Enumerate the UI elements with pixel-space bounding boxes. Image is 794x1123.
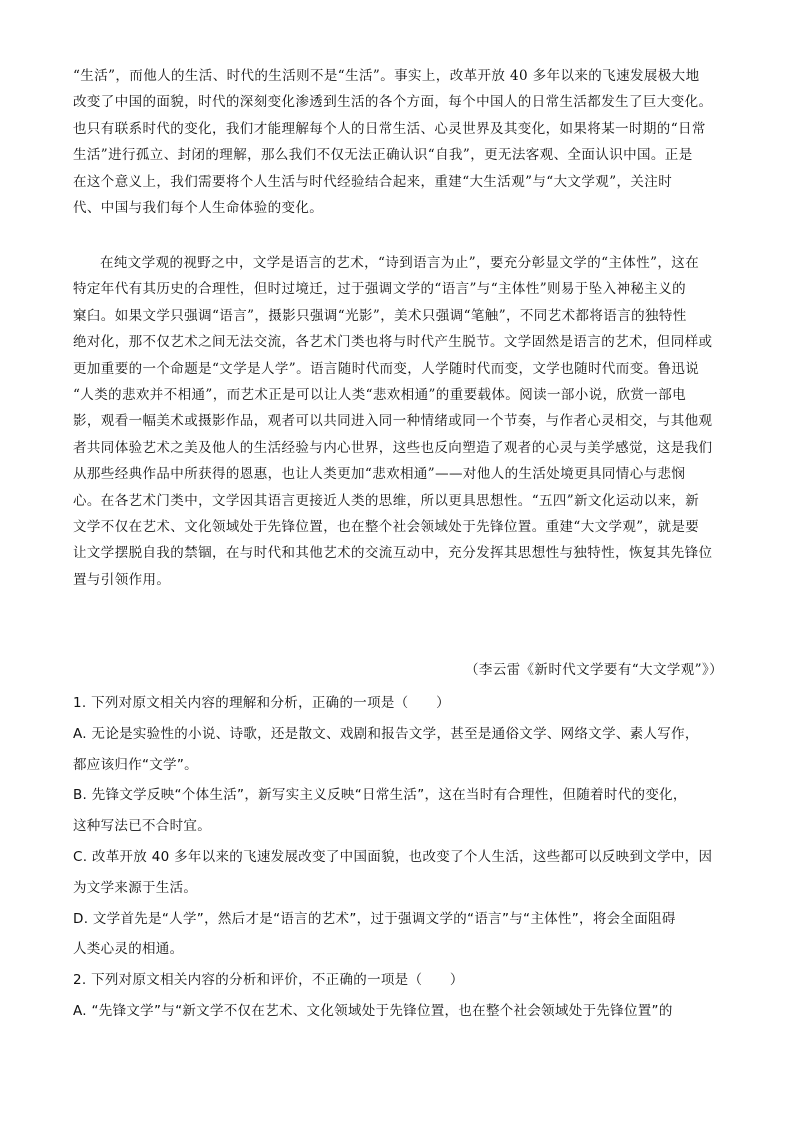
text-line: 也只有联系时代的变化，我们才能理解每个人的日常生活、心灵世界及其变化，如果将某一时期的“日常 <box>73 120 706 137</box>
option-text: 这种写法已不合时宜。 <box>73 818 211 835</box>
text-line: 窠臼。如果文学只强调“语言”，摄影只强调“光影”，美术只强调“笔触”，不同艺术都将语言的独特性 <box>73 307 687 324</box>
passage-paragraph-1 <box>73 63 723 221</box>
text-line: 改变了中国的面貌，时代的深刻变化渗透到生活的各个方面，每个中国人的日常生活都发生了巨大变化。 <box>73 94 713 111</box>
question-2 <box>73 965 723 1027</box>
text-line: 从那些经典作品中所获得的恩惠，也让人类更加“悲欢相通”——对他人的生活处境更具同情心与悲悯 <box>73 466 686 483</box>
text-line: 心。在各艺术门类中，文学因其语言更接近人类的思维，所以更具思想性。“五四”新文化运动以来，新 <box>73 492 700 509</box>
option-b[interactable] <box>73 780 723 842</box>
option-text: D. 文学首先是“人学”，然后才是“语言的艺术”，过于强调文学的“语言”与“主体性”，将会全面阻碍 <box>73 910 676 927</box>
text-line: “人类的悲欢并不相通”，而艺术正是可以让人类“悲欢相通”的重要载体。阅读一部小说，欣赏一部电 <box>73 387 687 404</box>
question-1 <box>73 688 723 965</box>
text-line: 代、中国与我们每个人生命体验的变化。 <box>73 200 324 217</box>
option-text: A. 无论是实验性的小说、诗歌，还是散文、戏剧和报告文学，甚至是通俗文学、网络文学、素人写作， <box>73 725 699 742</box>
passage-source: （李云雷《新时代文学要有“大文学观”》） <box>464 662 723 678</box>
text-line: 影，观看一幅美术或摄影作品，观者可以共同进入同一种情绪或同一个节奏，与作者心灵相交，与其他观 <box>73 413 713 430</box>
question-stem: 1. 下列对原文相关内容的理解和分析，正确的一项是（ ） <box>73 695 450 711</box>
option-d[interactable] <box>73 904 723 966</box>
option-c[interactable] <box>73 842 723 904</box>
passage-paragraph-2 <box>73 250 723 593</box>
text-line: 特定年代有其历史的合理性，但时过境迁，过于强调文学的“语言”与“主体性”则易于坠入神秘主义的 <box>73 281 687 298</box>
option-text: 为文学来源于生活。 <box>73 879 198 896</box>
text-line: 更加重要的一个命题是“文学是人学”。语言随时代而变，人学随时代而变，文学也随时代而变。鲁迅说 <box>73 360 700 377</box>
text-line: 绝对化，那不仅艺术之间无法交流，各艺术门类也将与时代产生脱节。文学固然是语言的艺术，但同样或 <box>73 334 713 351</box>
text-line: 生活”进行孤立、封闭的理解，那么我们不仅无法正确认识“自我”，更无法客观、全面认识中国。正是 <box>73 147 693 164</box>
text-line: 置与引领作用。 <box>73 571 171 588</box>
text-line: 在这个意义上，我们需要将个人生活与时代经验结合起来，重建“大生活观”与“大文学观”，关注时 <box>73 173 673 190</box>
text-line: 文学不仅在艺术、文化领域处于先锋位置，也在整个社会领域处于先锋位置。重建“大文学观”，就是要 <box>73 519 700 536</box>
option-text: A. “先锋文学”与“新文学不仅在艺术、文化领域处于先锋位置，也在整个社会领域处于先锋位置”的 <box>73 1002 673 1019</box>
text-line: 者共同体验艺术之美及他人的生活经验与内心世界，这些也反向塑造了观者的心灵与美学感觉，这是我们 <box>73 439 713 456</box>
text-line: 在纯文学观的视野之中，文学是语言的艺术，“诗到语言为止”，要充分彰显文学的“主体性”，这在 <box>100 255 700 271</box>
option-a[interactable] <box>73 719 723 781</box>
question-stem: 2. 下列对原文相关内容的分析和评价，不正确的一项是（ ） <box>73 972 464 988</box>
text-line: “生活”，而他人的生活、时代的生活则不是“生活”。事实上，改革开放 40 多年以来的飞速发展极大地 <box>73 68 700 84</box>
option-text: 人类心灵的相通。 <box>73 941 184 958</box>
option-text: 都应该归作“文学”。 <box>73 756 198 773</box>
option-a[interactable] <box>73 996 723 1027</box>
option-text: C. 改革开放 40 多年以来的飞速发展改变了中国面貌，也改变了个人生活，这些都可以反映到文学中，因 <box>73 848 713 865</box>
option-text: B. 先锋文学反映“个体生活”，新写实主义反映“日常生活”，这在当时有合理性，但随着时代的变化， <box>73 787 687 804</box>
text-line: 让文学摆脱自我的禁锢，在与时代和其他艺术的交流互动中，充分发挥其思想性与独特性，恢复其先锋位 <box>73 545 713 562</box>
